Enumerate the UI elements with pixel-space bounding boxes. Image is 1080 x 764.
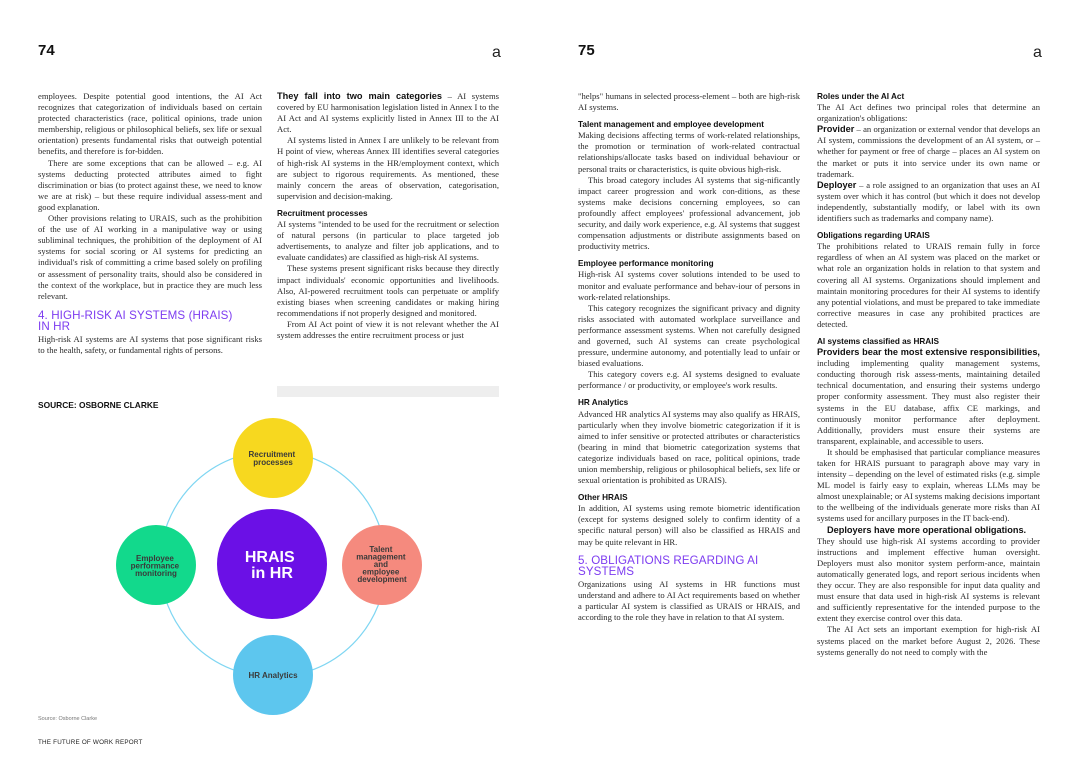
- left-column-1: [38, 91, 262, 356]
- left-column-2: [277, 91, 499, 341]
- paragraph-text: including implementing quality management systems, conducting thorough risk assess-ments, maintaining detailed technical documentation, and ensuring their systems undergo proper conformity assessment. They must also register their systems in the EU database, affix CE markings, and continuously monitor performance after deployment. Additionally, providers must ensure their systems are transparent, explainable, and accessible to users.: [817, 358, 1040, 446]
- subheading-urais: Obligations regarding URAIS: [817, 231, 930, 241]
- paragraph: The AI Act sets an important exemption for high-risk AI systems placed on the market before August 2, 2026. These systems generally do not need to comply with the: [817, 624, 1040, 657]
- subheading-roles: Roles under the AI Act: [817, 92, 905, 101]
- section-heading-obligations-line2: SYSTEMS: [578, 564, 635, 578]
- paragraph: It should be emphasised that particular compliance measures taken for HRAIS pursuant to paragraph above may vary in intensity – depending on the level of estimated risks (e.g. simple ML model is fairly easy to explain, whereas LLMs may be almost unexplainable; or AI systems making decisions important to the wellbeing of the individuals generate more risks than AI systems used for ancillary purposes in the IT back-end).: [817, 446, 1040, 524]
- subheading-hr-analytics: HR Analytics: [578, 398, 629, 408]
- hrais-diagram: [100, 412, 440, 718]
- node-hr-analytics-label: HR Analytics: [248, 671, 298, 680]
- paragraph: From AI Act point of view it is not relevant whether the AI system addresses the entire recruitment process or just: [277, 318, 499, 340]
- lead-provider: Provider: [817, 124, 855, 135]
- paragraph: In addition, AI systems using remote biometric identification (except for systems designed solely to confirm identity of a specific natural person) will also be classified as HRAIS and may be quite relevant in HR.: [578, 503, 800, 547]
- subheading-recruitment: Recruitment processes: [277, 208, 368, 218]
- paragraph: There are some exceptions that can be allowed – e.g. AI systems deducting protected attributes aimed to fight discrimination or bias (to protect against these, we need to know we are at risk) – but these require individual assess-ment and good explanation.: [38, 157, 262, 212]
- paragraph: employees. Despite potential good intentions, the AI Act recognizes that categorization of individuals based on certain protected characteristics (race, political opinions, trade union membership, religious or philosophical beliefs, sex life or sexual orientation) presents fundamental risks that outweigh potential benefits, and therefore is for-bidden.: [38, 91, 262, 157]
- section-heading-hrais: 4. HIGH-RISK AI SYSTEMS (HRAIS): [38, 308, 233, 322]
- lead-deployer: Deployer: [817, 179, 857, 190]
- subheading-classified: AI systems classified as HRAIS: [817, 336, 939, 346]
- right-column-1: [578, 91, 800, 623]
- lead-providers: Providers bear the most extensive responsibilities,: [817, 347, 1040, 358]
- paragraph: "helps" humans in selected process-element – both are high-risk AI systems.: [578, 91, 800, 113]
- page-number-left: 74: [38, 42, 55, 59]
- paragraph: AI systems listed in Annex I are unlikely to be relevant from H point of view, whereas Annex III identifies several categories of high-risk AI systems in the HR/employment context, which are subject to rigorous requirements. As mentioned, these mainly concern the areas of observation, categorisation, supervision and decision-making.: [277, 135, 499, 201]
- paragraph: Other provisions relating to URAIS, such as the prohibition of the use of AI working in a manipulative way or using subliminal techniques, the prohibition of the deployment of AI systems for social scoring or AI systems for predicting an individual's risk of committing a crime based solely on profiling or assessment of personality traits, should also be considered in the context of the workplace, but in practice they are much less relevant.: [38, 213, 262, 301]
- paragraph: High-risk AI systems cover solutions intended to be used to monitor and evaluate performance and behav-iour of persons in work-related relationships.: [578, 269, 800, 302]
- lead-deployers: Deployers have more operational obligations.: [827, 524, 1027, 535]
- paragraph: The AI Act defines two principal roles that determine an organization's obligations:: [817, 102, 1040, 124]
- paragraph: AI systems "intended to be used for the recruitment or selection of natural persons (in particular to place targeted job advertisements, to analyze and filter job applications, and to evaluate candidates) are classified as high-risk AI systems.: [277, 219, 499, 263]
- brand-logo-left: a: [492, 44, 501, 61]
- subheading-talent: Talent management and employee development: [578, 120, 764, 130]
- node-recruitment-label: Recruitment processes: [248, 450, 296, 467]
- brand-logo-right: a: [1033, 44, 1042, 61]
- paragraph: Making decisions affecting terms of work-related relationships, the promotion or termination of work-related contractual relationships/allocate tasks based on individual behaviour or personal traits or characteristics, is quite obvious high-risk.: [578, 130, 800, 174]
- subheading-other-hrais: Other HRAIS: [578, 493, 628, 503]
- paragraph: This category covers e.g. AI systems designed to evaluate performance / or productivity, or employee's work results.: [578, 369, 800, 391]
- paragraph-text: – a role assigned to an organization that uses an AI system over which it has control (but which it does not develop independently, substantially modify, or label with its own identifiers such as trademarks and company name).: [817, 179, 1040, 224]
- paragraph: This category recognizes the significant privacy and dignity risks associated with automated workplace surveillance and performance assessment systems. When not carefully designed and governed, such AI systems can create psychological pressure, undermine autonomy, and potentially lead to unfair or biased evaluations.: [578, 302, 800, 369]
- paragraph: Advanced HR analytics AI systems may also qualify as HRAIS, particularly when they involve biometric categorization if it is aimed to infer sensitive or protected attributes or characteristics (bearing in mind that biometric categorization systems that categorize individuals based on race, political opinions, trade union membership, religious or philosophical beliefs, sex life or sexual orientation is prohibited as URAIS).: [578, 408, 800, 486]
- paragraph: High-risk AI systems are AI systems that pose significant risks to the health, safety, or fundamental rights of persons.: [38, 333, 262, 355]
- divider-bar: [277, 386, 499, 397]
- figure-source-title: SOURCE: OSBORNE CLARKE: [38, 400, 159, 410]
- paragraph: They should use high-risk AI systems according to provider instructions and implement effective human oversight. Deployers must also monitor system perform-ance, maintain automatically generated logs, and report serious incidents when they occur. They are also responsible for input data quality and must ensure that data used in high-risk AI systems is relevant and sufficiently representative for the intended purpose to the extent they exercise control over this data.: [817, 535, 1040, 624]
- node-performance-label: Employee performance monitoring: [130, 554, 180, 578]
- section-heading-hrais-line2: IN HR: [38, 319, 71, 333]
- subheading-performance: Employee performance monitoring: [578, 259, 714, 269]
- paragraph-text: – an organization or external vendor that develops an AI system, commissions the development of an AI system, or – whether for payment or free of charge – places an AI system on the market or puts it into service under its own name or trademark.: [817, 124, 1040, 179]
- lead-text: They fall into two main categories: [277, 91, 442, 101]
- figure-source-note: Source: Osborne Clarke: [38, 716, 97, 722]
- paragraph: Organizations using AI systems in HR functions must understand and adhere to AI Act requirements based on whether a particular AI system is classified as URAIS or HRAIS, and according to the role they have in relation to that AI system.: [578, 578, 800, 622]
- section-heading-obligations: 5. OBLIGATIONS REGARDING AI: [578, 553, 759, 567]
- paragraph-text: – AI systems covered by EU harmonisation legislation listed in Annex I to the AI Act and AI systems explicitly listed in Annex III to the AI Act.: [277, 91, 499, 135]
- paragraph: The prohibitions related to URAIS remain fully in force regardless of when an AI system was placed on the market or what role an organization holds in relation to that system and covering all AI systems. Organizations should implement and maintain monitoring procedures for their AI systems to identify any potential violations, and must be prepared to take immediate corrective measures in case any prohibited practices are detected.: [817, 241, 1040, 329]
- paragraph: This broad category includes AI systems that sig-nificantly impact career progression and work con-ditions, as these systems make decisions concerning employees, so can profoundly affect employees' professional advancement, job security, and daily work experience, e.g. AI systems that suggest compensation adjustments or distribute assignments based on productivity metrics.: [578, 174, 800, 252]
- node-center-label: HRAIS in HR: [244, 549, 295, 582]
- node-talent-label: Talent management and employee development: [356, 545, 407, 584]
- paragraph: These systems present significant risks because they directly impact individuals' economic opportunities and livelihoods. Also, AI-powered recruitment tools can perpetuate or amplify existing biases when screening candidates or making hiring recommendations if not properly designed and monitored.: [277, 263, 499, 318]
- report-footer: THE FUTURE OF WORK REPORT: [38, 739, 143, 746]
- page-number-right: 75: [578, 42, 595, 59]
- right-column-2: [817, 91, 1040, 658]
